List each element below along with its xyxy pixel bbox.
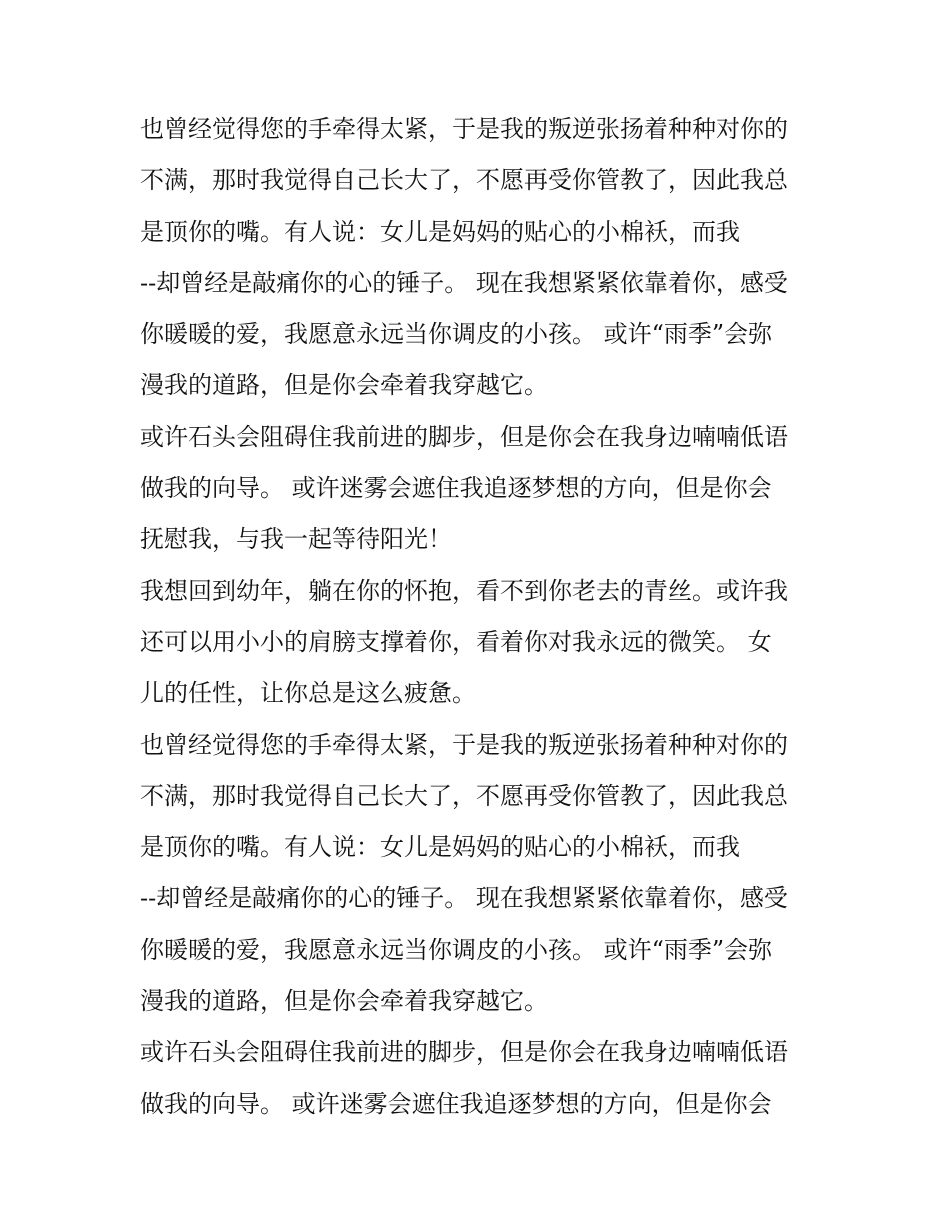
text-line: 也曾经觉得您的手牵得太紧，于是我的叛逆张扬着种种对你的 (140, 730, 788, 759)
text-line: 做我的向导。 或许迷雾会遮住我追逐梦想的方向，但是你会 (140, 474, 772, 503)
text-line: 不满，那时我觉得自己长大了，不愿再受你管教了，因此我总 (140, 166, 788, 195)
text-line: 儿的任性，让你总是这么疲惫。 (140, 679, 476, 708)
text-line: 我想回到幼年，躺在你的怀抱，看不到你老去的青丝。或许我 (140, 576, 788, 605)
text-line: 漫我的道路，但是你会牵着我穿越它。 (140, 371, 548, 400)
text-line: 是顶你的嘴。有人说：女儿是妈妈的贴心的小棉袄，而我 (140, 217, 740, 246)
text-line: 是顶你的嘴。有人说：女儿是妈妈的贴心的小棉袄，而我 (140, 833, 740, 862)
text-line: 漫我的道路，但是你会牵着我穿越它。 (140, 987, 548, 1016)
text-line: 你暖暖的爱，我愿意永远当你调皮的小孩。 或许“雨季”会弥 (140, 935, 773, 964)
text-line: --却曾经是敲痛你的心的锤子。 现在我想紧紧依靠着你，感受 (140, 268, 788, 297)
text-line: 抚慰我，与我一起等待阳光！ (140, 525, 452, 554)
text-line: --却曾经是敲痛你的心的锤子。 现在我想紧紧依靠着你，感受 (140, 884, 788, 913)
text-line: 你暖暖的爱，我愿意永远当你调皮的小孩。 或许“雨季”会弥 (140, 320, 773, 349)
text-line: 还可以用小小的肩膀支撑着你，看着你对我永远的微笑。 女 (140, 627, 772, 656)
text-line: 或许石头会阻碍住我前进的脚步，但是你会在我身边喃喃低语 (140, 1038, 788, 1067)
text-line: 做我的向导。 或许迷雾会遮住我追逐梦想的方向，但是你会 (140, 1089, 772, 1118)
text-line: 也曾经觉得您的手牵得太紧，于是我的叛逆张扬着种种对你的 (140, 115, 788, 143)
body-text (140, 104, 820, 1130)
text-line: 或许石头会阻碍住我前进的脚步，但是你会在我身边喃喃低语 (140, 422, 788, 451)
text-line: 不满，那时我觉得自己长大了，不愿再受你管教了，因此我总 (140, 781, 788, 810)
